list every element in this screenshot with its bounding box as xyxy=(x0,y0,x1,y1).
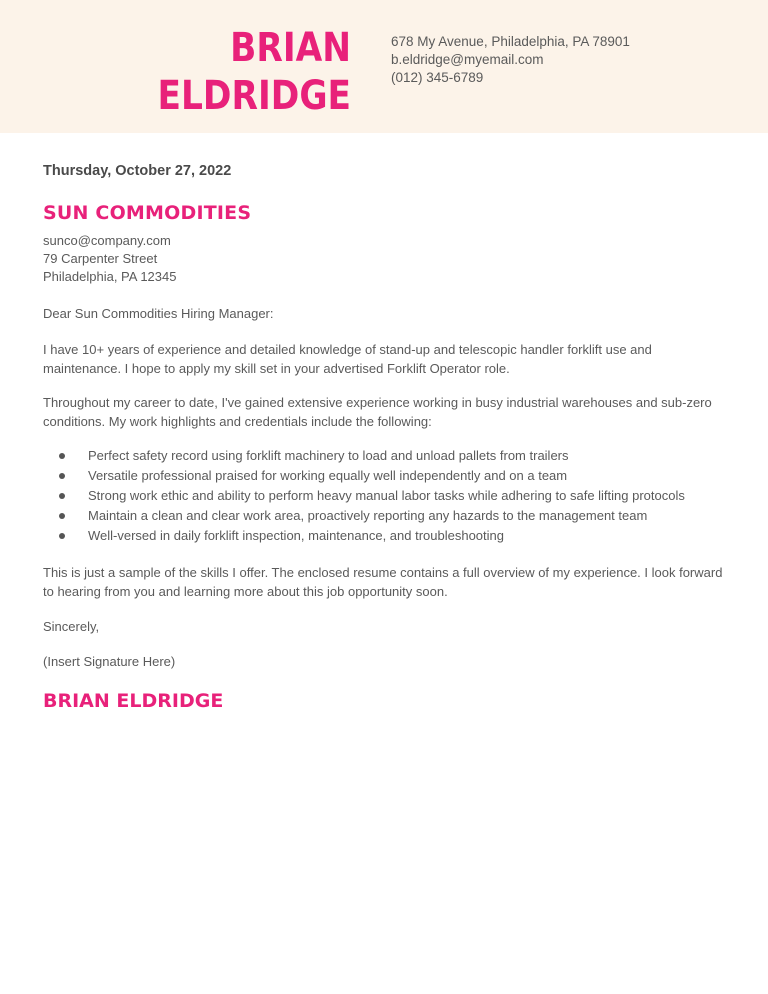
applicant-name xyxy=(157,24,351,120)
list-item-text: Maintain a clean and clear work area, proactively reporting any hazards to the management team xyxy=(88,508,648,523)
bullet-icon xyxy=(59,453,65,459)
recipient-details xyxy=(43,232,176,286)
recipient-email: sunco@company.com xyxy=(43,233,171,248)
letter-date: Thursday, October 27, 2022 xyxy=(43,163,232,179)
closing: Sincerely, xyxy=(43,619,100,634)
list-item xyxy=(43,466,685,486)
bullet-icon xyxy=(59,533,65,539)
list-item xyxy=(43,506,685,526)
recipient-city: Philadelphia, PA 12345 xyxy=(43,269,177,284)
bullet-icon xyxy=(59,473,65,479)
list-item xyxy=(43,526,685,546)
recipient-company: SUN COMMODITIES xyxy=(43,202,252,224)
salutation: Dear Sun Commodities Hiring Manager: xyxy=(43,306,274,321)
bullet-icon xyxy=(59,513,65,519)
bullet-icon xyxy=(59,493,65,499)
letter-header xyxy=(0,0,768,133)
list-item-text: Well-versed in daily forklift inspection, maintenance, and troubleshooting xyxy=(88,528,504,543)
contact-info xyxy=(391,33,630,87)
applicant-last-name: ELDRIDGE xyxy=(157,73,351,119)
contact-address: 678 My Avenue, Philadelphia, PA 78901 xyxy=(391,34,630,49)
paragraph-experience: Throughout my career to date, I've gained extensive experience working in busy industrial warehouses and sub-zero conditions. My work highlights and credentials include the following: xyxy=(43,395,712,429)
list-item xyxy=(43,446,685,466)
signer-name: BRIAN ELDRIDGE xyxy=(43,690,224,712)
contact-phone: (012) 345-6789 xyxy=(391,70,484,85)
list-item-text: Strong work ethic and ability to perform heavy manual labor tasks while adhering to safe lifting protocols xyxy=(88,488,685,503)
list-item-text: Versatile professional praised for working equally well independently and on a team xyxy=(88,468,568,483)
recipient-street: 79 Carpenter Street xyxy=(43,251,158,266)
contact-email: b.eldridge@myemail.com xyxy=(391,52,544,67)
list-item-text: Perfect safety record using forklift machinery to load and unload pallets from trailers xyxy=(88,448,569,463)
paragraph-intro: I have 10+ years of experience and detailed knowledge of stand-up and telescopic handler forklift use and maintenance. I hope to apply my skill set in your advertised Forklift Operator role. xyxy=(43,342,652,376)
signature-placeholder: (Insert Signature Here) xyxy=(43,654,176,669)
list-item xyxy=(43,486,685,506)
applicant-first-name: BRIAN xyxy=(230,25,351,71)
paragraph-closing: This is just a sample of the skills I offer. The enclosed resume contains a full overview of my experience. I look forward to hearing from you and learning more about this job opportunity soon. xyxy=(43,565,723,599)
highlights-list xyxy=(43,446,685,546)
